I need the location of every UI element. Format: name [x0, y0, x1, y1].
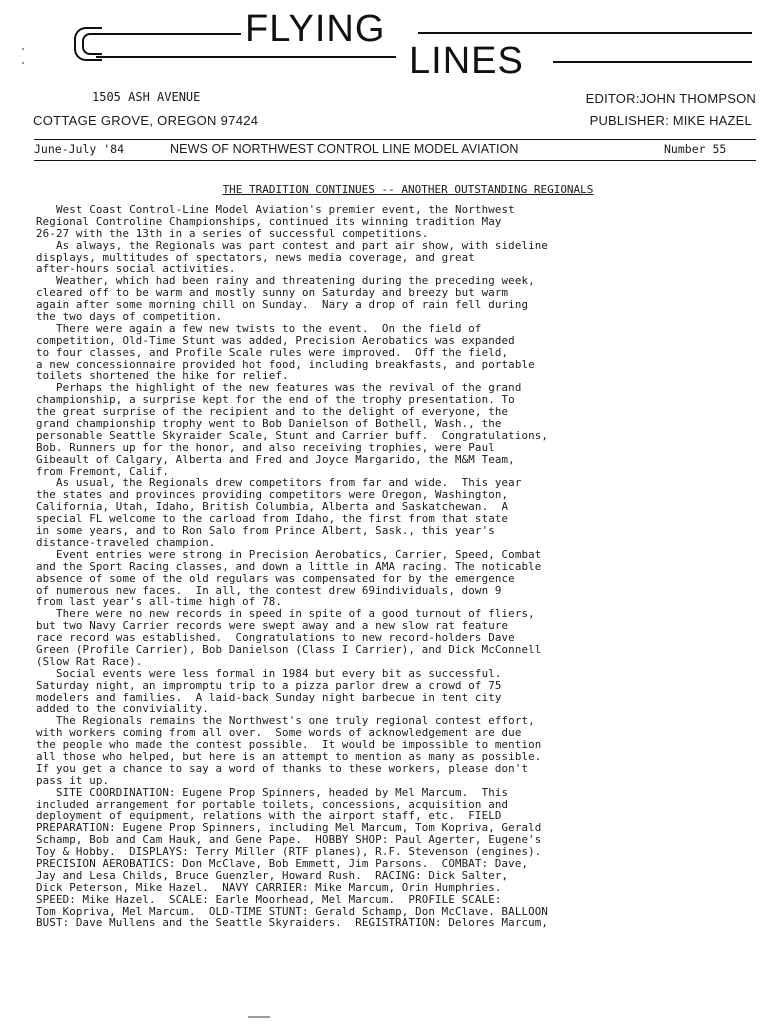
masthead-title-flying: FLYING	[245, 8, 386, 50]
article-line: championship, a surprise kept for the end of the trophy presentation. To	[36, 393, 515, 407]
article-line: Social events were less formal in 1984 but every bit as successful.	[36, 666, 502, 680]
article-line: There were again a few new twists to the event. On the field of	[36, 321, 482, 335]
masthead-bracket-inner	[82, 33, 102, 55]
article-line: If you get a chance to say a word of thanks to these workers, please don't	[36, 761, 529, 775]
article-line: absence of some of the old regulars was compensated for by the emergence	[36, 571, 515, 585]
article-line: modelers and families. A laid-back Sunday night barbecue in tent city	[36, 690, 502, 704]
article-line: Schamp, Bob and Cam Hauk, and Gene Pape. HOBBY SHOP: Paul Agerter, Eugene's	[36, 833, 542, 847]
article-line: Regional Controline Championships, continued its winning tradition May	[36, 214, 502, 228]
publisher-street-address: 1505 ASH AVENUE	[92, 90, 201, 104]
article-line: Dick Peterson, Mike Hazel. NAVY CARRIER: Mike Marcum, Orin Humphries.	[36, 880, 502, 894]
article-line: grand championship trophy went to Bob Danielson of Bothell, Wash., the	[36, 417, 502, 431]
article-line: Bob. Runners up for the honor, and also receiving trophies, were Paul	[36, 440, 495, 454]
article-line: There were no new records in speed in spite of a good turnout of fliers,	[36, 607, 535, 621]
masthead-title-lines: LINES	[409, 40, 524, 82]
article-line: to four classes, and Profile Scale rules were improved. Off the field,	[36, 345, 509, 359]
article-body	[36, 204, 760, 929]
article-line: all those who helped, but here is an attempt to mention as many as possible.	[36, 749, 542, 763]
article-line: included arrangement for portable toilets, concessions, acquisition and	[36, 797, 509, 811]
article-line: 26-27 with the 13th in a series of successful competitions.	[36, 226, 429, 240]
article-line: distance-traveled champion.	[36, 535, 216, 549]
article-line: the two days of competition.	[36, 310, 223, 324]
article-line: (Slow Rat Race).	[36, 654, 143, 668]
article-line: PRECISION AEROBATICS: Don McClave, Bob Emmett, Jim Parsons. COMBAT: Dave,	[36, 856, 529, 870]
article-line: deployment of equipment, relations with the airport staff, etc. FIELD	[36, 809, 502, 823]
masthead-rule-mid-left	[96, 56, 396, 58]
article-line: California, Utah, Idaho, British Columbia, Alberta and Saskatchewan. A	[36, 500, 509, 514]
article-line: Event entries were strong in Precision Aerobatics, Carrier, Speed, Combat	[36, 547, 542, 561]
article-line: from Fremont, Calif.	[36, 464, 170, 478]
masthead	[0, 0, 770, 150]
issue-number: Number 55	[664, 142, 727, 156]
article-line: The Regionals remains the Northwest's one truly regional contest effort,	[36, 714, 535, 728]
masthead-rule-top-left	[96, 33, 241, 35]
article-line: BUST: Dave Mullens and the Seattle Skyraiders. REGISTRATION: Delores Marcum,	[36, 916, 549, 930]
issue-headline: NEWS OF NORTHWEST CONTROL LINE MODEL AVIATION	[170, 142, 519, 156]
article-line: As usual, the Regionals drew competitors from far and wide. This year	[36, 476, 522, 490]
article-line: but two Navy Carrier records were swept away and a new slow rat feature	[36, 619, 509, 633]
article-line: special FL welcome to the carload from Idaho, the first from that state	[36, 512, 509, 526]
article-line: PREPARATION: Eugene Prop Spinners, including Mel Marcum, Tom Kopriva, Gerald	[36, 821, 542, 835]
article-line: SITE COORDINATION: Eugene Prop Spinners, headed by Mel Marcum. This	[36, 785, 509, 799]
article-line: in some years, and to Ron Salo from Prince Albert, Sask., this year's	[36, 524, 495, 538]
article-line: a new concessionnaire provided hot food, including breakfasts, and portable	[36, 357, 535, 371]
article-line: Saturday night, an impromptu trip to a pizza parlor drew a crowd of 75	[36, 678, 502, 692]
issue-info-bar	[34, 139, 756, 161]
article	[36, 183, 760, 929]
article-line: toilets shortened the hike for relief.	[36, 369, 289, 383]
issue-date: June-July '84	[34, 142, 125, 156]
article-line: Green (Profile Carrier), Bob Danielson (Class I Carrier), and Dick McConnell	[36, 642, 542, 656]
article-line: personable Seattle Skyraider Scale, Stunt and Carrier buff. Congratulations,	[36, 428, 549, 442]
article-line: West Coast Control-Line Model Aviation's premier event, the Northwest	[36, 203, 515, 216]
publisher-city-address: COTTAGE GROVE, OREGON 97424	[33, 113, 259, 128]
article-title: THE TRADITION CONTINUES -- ANOTHER OUTSTANDING REGIONALS	[222, 183, 594, 196]
editor-credit: EDITOR:JOHN THOMPSON	[585, 91, 756, 106]
article-line: Perhaps the highlight of the new features was the revival of the grand	[36, 381, 522, 395]
article-line: from last year's all-time high of 78.	[36, 595, 283, 609]
article-line: with workers coming from all over. Some words of acknowledgement are due	[36, 726, 522, 740]
publisher-credit: PUBLISHER: MIKE HAZEL	[589, 113, 752, 128]
article-line: pass it up.	[36, 773, 110, 787]
article-line: SPEED: Mike Hazel. SCALE: Earle Moorhead, Mel Marcum. PROFILE SCALE:	[36, 892, 502, 906]
article-line: the people who made the contest possible. It would be impossible to mention	[36, 738, 542, 752]
page-mark	[248, 1016, 270, 1018]
article-line: Gibeault of Calgary, Alberta and Fred and Joyce Margarido, the M&M Team,	[36, 452, 515, 466]
article-line: Toy & Hobby. DISPLAYS: Terry Miller (RTF planes), R.F. Stevenson (engines).	[36, 845, 542, 859]
article-line: Tom Kopriva, Mel Marcum. OLD-TIME STUNT: Gerald Schamp, Don McClave. BALLOON	[36, 904, 549, 918]
article-line: after-hours social activities.	[36, 262, 236, 276]
article-line: As always, the Regionals was part contest and part air show, with sideline	[36, 238, 549, 252]
masthead-rule-top-right	[418, 32, 752, 34]
article-line: competition, Old-Time Stunt was added, Precision Aerobatics was expanded	[36, 333, 515, 347]
scan-speck	[22, 48, 24, 50]
scan-speck	[22, 62, 24, 64]
masthead-rule-bottom-right	[553, 61, 752, 63]
article-line: the states and provinces providing competitors were Oregon, Washington,	[36, 488, 509, 502]
article-line: added to the conviviality.	[36, 702, 209, 716]
article-line: displays, multitudes of spectators, news media coverage, and great	[36, 250, 475, 264]
article-line: again after some morning chill on Sunday. Nary a drop of rain fell during	[36, 298, 529, 312]
article-line: and the Sport Racing classes, and down a little in AMA racing. The noticable	[36, 559, 542, 573]
article-line: race record was established. Congratulations to new record-holders Dave	[36, 631, 515, 645]
article-line: the great surprise of the recipient and to the delight of everyone, the	[36, 405, 509, 419]
article-line: Jay and Lesa Childs, Bruce Guenzler, Howard Rush. RACING: Dick Salter,	[36, 868, 509, 882]
article-line: of numerous new faces. In all, the contest drew 69individuals, down 9	[36, 583, 502, 597]
article-line: cleared off to be warm and mostly sunny on Saturday and breezy but warm	[36, 286, 509, 300]
article-line: Weather, which had been rainy and threatening during the preceding week,	[36, 274, 535, 288]
